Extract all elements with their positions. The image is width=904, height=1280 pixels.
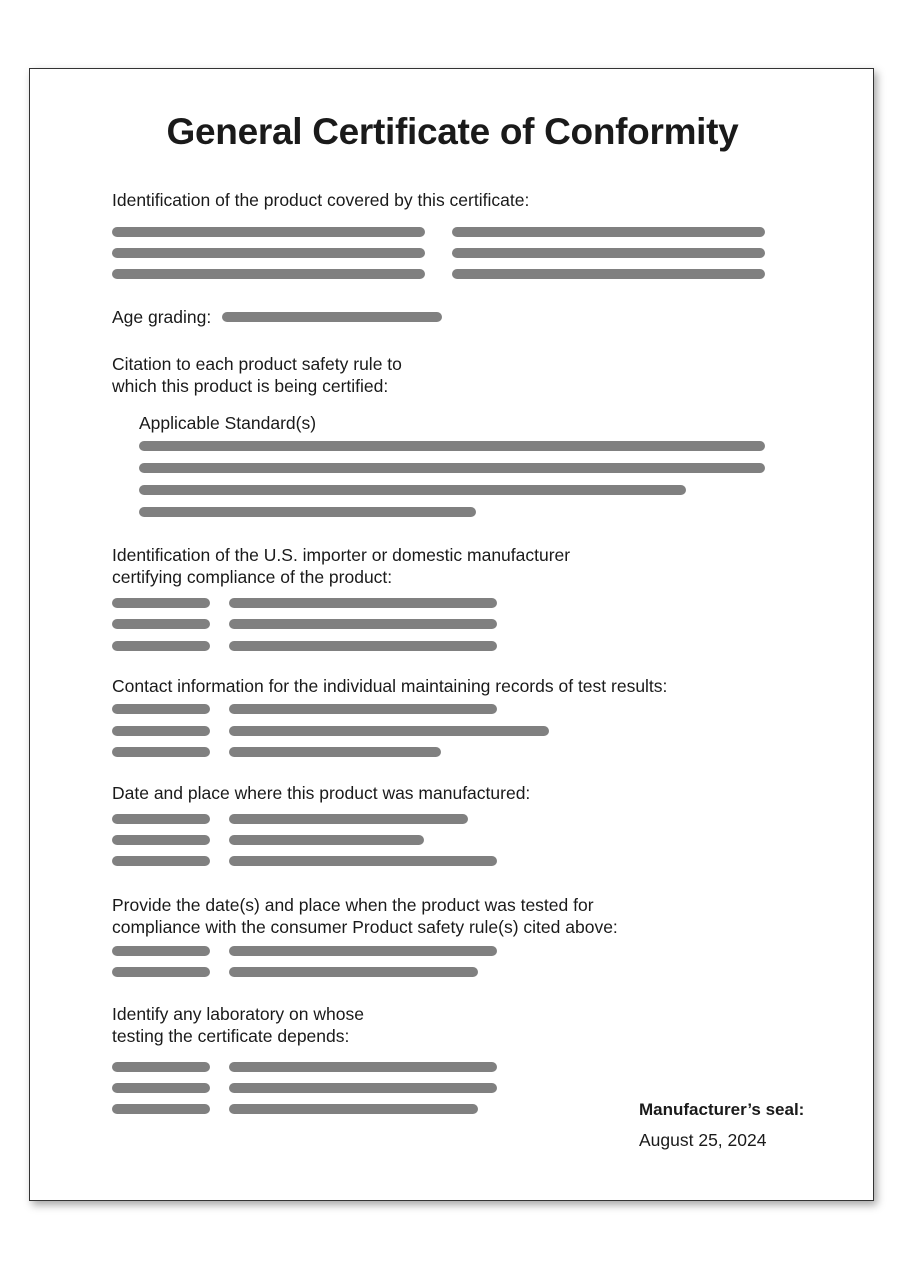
- placeholder-line: [452, 227, 765, 237]
- placeholder-line: [229, 946, 497, 956]
- placeholder-line: [112, 1083, 210, 1093]
- placeholder-line: [229, 1062, 497, 1072]
- placeholder-line: [112, 641, 210, 651]
- placeholder-line: [139, 507, 476, 517]
- placeholder-line: [112, 704, 210, 714]
- placeholder-line: [112, 835, 210, 845]
- age-grading-placeholder: [222, 312, 442, 322]
- placeholder-line: [112, 814, 210, 824]
- placeholder-line: [112, 856, 210, 866]
- seal-date: August 25, 2024: [639, 1130, 767, 1150]
- placeholder-line: [229, 967, 478, 977]
- importer-label-line1: Identification of the U.S. importer or domestic manufacturer: [112, 545, 571, 565]
- placeholder-line: [112, 1062, 210, 1072]
- document-title: General Certificate of Conformity: [166, 111, 739, 152]
- product-identification-label: Identification of the product covered by this certificate:: [112, 190, 530, 210]
- placeholder-line: [229, 835, 424, 845]
- placeholder-line: [112, 598, 210, 608]
- citation-label-line2: which this product is being certified:: [112, 376, 389, 396]
- placeholder-line: [112, 946, 210, 956]
- placeholder-line: [229, 1104, 478, 1114]
- placeholder-line: [139, 441, 765, 451]
- placeholder-line: [229, 598, 497, 608]
- citation-label-line1: Citation to each product safety rule to: [112, 354, 402, 374]
- placeholder-line: [112, 747, 210, 757]
- applicable-standards-label: Applicable Standard(s): [139, 413, 317, 433]
- placeholder-line: [229, 814, 468, 824]
- certificate-document: [29, 68, 874, 1201]
- manufacture-date-place-label: Date and place where this product was manufactured:: [112, 783, 531, 803]
- placeholder-line: [452, 248, 765, 258]
- placeholder-line: [229, 856, 497, 866]
- placeholder-line: [139, 463, 765, 473]
- placeholder-line: [229, 641, 497, 651]
- placeholder-line: [229, 747, 441, 757]
- age-grading-label: Age grading:: [112, 307, 212, 327]
- placeholder-line: [229, 1083, 497, 1093]
- testing-label-line2: compliance with the consumer Product safety rule(s) cited above:: [112, 917, 618, 937]
- placeholder-line: [112, 227, 425, 237]
- placeholder-line: [139, 485, 686, 495]
- laboratory-label-line1: Identify any laboratory on whose: [112, 1004, 364, 1024]
- laboratory-label-line2: testing the certificate depends:: [112, 1026, 350, 1046]
- placeholder-line: [112, 248, 425, 258]
- placeholder-line: [112, 726, 210, 736]
- placeholder-line: [452, 269, 765, 279]
- testing-label-line1: Provide the date(s) and place when the product was tested for: [112, 895, 594, 915]
- placeholder-line: [229, 726, 549, 736]
- placeholder-line: [229, 704, 497, 714]
- manufacturer-seal-label: Manufacturer’s seal:: [639, 1100, 805, 1119]
- placeholder-line: [112, 619, 210, 629]
- contact-info-label: Contact information for the individual maintaining records of test results:: [112, 676, 668, 696]
- importer-label-line2: certifying compliance of the product:: [112, 567, 393, 587]
- placeholder-line: [112, 1104, 210, 1114]
- placeholder-line: [112, 967, 210, 977]
- placeholder-line: [112, 269, 425, 279]
- placeholder-line: [229, 619, 497, 629]
